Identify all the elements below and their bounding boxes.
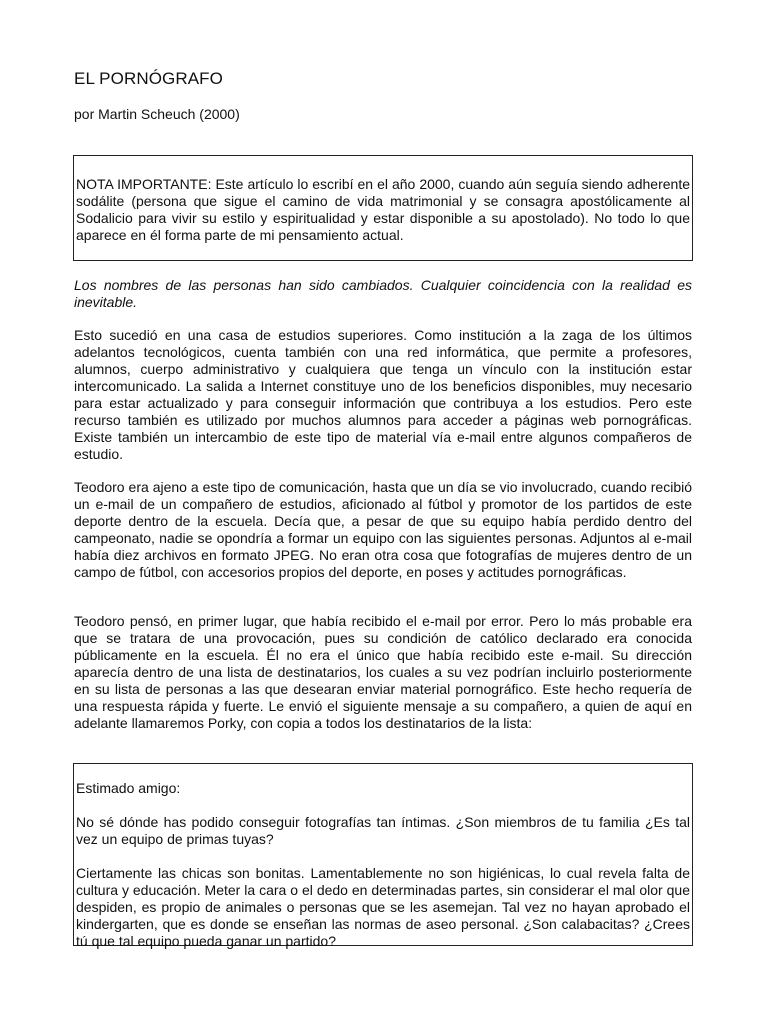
important-note-text: NOTA IMPORTANTE: Este artículo lo escribí en el año 2000, cuando aún seguía siendo adherente sodálite (persona que sigue el camino de vida matrimonial y se consagra apostólicamente al Sodalicio para vivir su estilo y espiritualidad y estar disponible a su apostolado). No todo lo que aparece en él forma parte de mi pensamiento actual. (76, 176, 690, 243)
disclaimer-text: Los nombres de las personas han sido cambiados. Cualquier coincidencia con la realidad es inevitable. (74, 277, 692, 310)
article-title: EL PORNÓGRAFO (74, 69, 223, 88)
article-byline: por Martin Scheuch (2000) (74, 106, 240, 122)
body-paragraph-3: Teodoro pensó, en primer lugar, que había recibido el e-mail por error. Pero lo más probable era que se tratara de una provocación, pues su condición de católico declarado era conocida públicamente en la escuela. Él no era el único que había recibido este e-mail. Su dirección aparecía dentro de una lista de destinatarios, los cuales a su vez podrían incluirlo posteriormente en su lista de personas a las que desearan enviar material pornográfico. Este hecho requería de una respuesta rápida y fuerte. Le envió el siguiente mensaje a su compañero, a quien de aquí en adelante llamaremos Porky, con copia a todos los destinatarios de la lista: (74, 613, 692, 731)
body-paragraph-1: Esto sucedió en una casa de estudios superiores. Como institución a la zaga de los últimos adelantos tecnológicos, cuenta también con una red informática, que permite a profesores, alumnos, cuerpo administrativo y cualquiera que tenga un vínculo con la institución estar intercomunicado. La salida a Internet constituye uno de los beneficios disponibles, muy necesario para estar actualizado y para conseguir información que contribuya a los estudios. Pero este recurso también es utilizado por muchos alumnos para acceder a páginas web pornográficas. Existe también un intercambio de este tipo de material vía e-mail entre algunos compañeros de estudio. (74, 327, 692, 462)
letter-greeting: Estimado amigo: (76, 780, 181, 796)
letter-paragraph-2: Ciertamente las chicas son bonitas. Lamentablemente no son higiénicas, lo cual revela falta de cultura y educación. Meter la cara o el dedo en determinadas partes, sin considerar el mal olor que despiden, es propio de animales o personas que se les asemejan. Tal vez no hayan aprobado el kindergarten, que es donde se enseñan las normas de aseo personal. ¿Son calabacitas? ¿Crees tú que tal equipo pueda ganar un partido? (76, 865, 690, 949)
body-paragraph-2: Teodoro era ajeno a este tipo de comunicación, hasta que un día se vio involucrado, cuando recibió un e-mail de un compañero de estudios, aficionado al fútbol y promotor de los partidos de este deporte dentro de la escuela. Decía que, a pesar de que su equipo había perdido dentro del campeonato, nadie se opondría a formar un equipo con las siguientes personas. Adjuntos al e-mail había diez archivos en formato JPEG. No eran otra cosa que fotografías de mujeres dentro de un campo de fútbol, con accesorios propios del deporte, en poses y actitudes pornográficas. (74, 479, 692, 580)
letter-box (73, 763, 693, 949)
letter-paragraph-1: No sé dónde has podido conseguir fotografías tan íntimas. ¿Son miembros de tu familia ¿Es tal vez un equipo de primas tuyas? (76, 814, 690, 847)
important-note-box (73, 155, 693, 261)
